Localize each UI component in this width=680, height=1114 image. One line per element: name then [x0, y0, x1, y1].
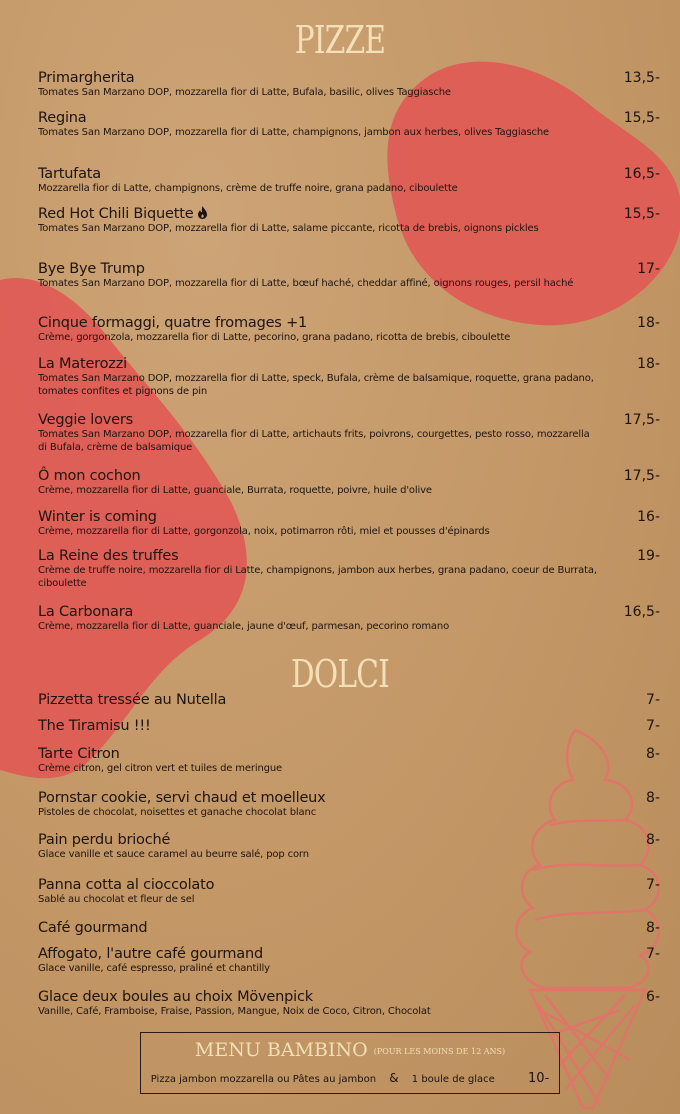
item-name-text: Regina [38, 110, 87, 126]
item-price: 15,5- [623, 206, 660, 222]
item-name [38, 989, 668, 1006]
item-name [38, 832, 668, 849]
item-name [38, 166, 668, 183]
item-name [38, 356, 668, 373]
pizze-item [38, 509, 668, 539]
pizze-item [38, 206, 668, 236]
item-description: Crème citron, gel citron vert et tuiles de meringue [38, 763, 283, 774]
dolci-title: DOLCI [290, 652, 390, 696]
item-name-text: La Materozzi [38, 356, 127, 372]
item-name-text: Cinque formaggi, quatre fromages +1 [38, 315, 308, 331]
item-description: Tomates San Marzano DOP, mozzarella fior di Latte, speck, Bufala, crème de balsamique, roquette, grana padano, tomates confites et pignons de pin [38, 373, 594, 397]
dolci-item [38, 989, 668, 1019]
item-name [38, 920, 668, 937]
item-description: Crème, mozzarella fior di Latte, guanciale, jaune d'œuf, parmesan, pecorino romano [38, 621, 450, 632]
pizze-item [38, 315, 668, 345]
item-name-text: Tarte Citron [38, 746, 120, 762]
menu-bambino-box [140, 1032, 560, 1094]
item-description: Glace vanille et sauce caramel au beurre salé, pop corn [38, 849, 309, 860]
item-name-text: Winter is coming [38, 509, 157, 525]
dolci-item [38, 718, 668, 735]
item-name-text: Pizzetta tressée au Nutella [38, 692, 227, 708]
item-description: Tomates San Marzano DOP, mozzarella fior di Latte, bœuf haché, cheddar affiné, oignons rouges, persil haché [38, 278, 574, 289]
item-description: Tomates San Marzano DOP, mozzarella fior di Latte, salame piccante, ricotta de brebis, oignons pickles [38, 223, 539, 234]
item-name-text: Affogato, l'autre café gourmand [38, 946, 263, 962]
item-price: 13,5- [623, 70, 660, 86]
dolci-item [38, 877, 668, 907]
item-description: Crème, mozzarella fior di Latte, gorgonzola, noix, potimarron rôti, miel et pousses d'épinards [38, 526, 490, 537]
item-name-text: Red Hot Chili Biquette [38, 206, 194, 222]
bambino-subtitle: (POUR LES MOINS DE 12 ANS) [373, 1046, 506, 1056]
item-price: 17,5- [623, 412, 660, 428]
item-price: 8- [646, 790, 660, 806]
item-description: Glace vanille, café espresso, praliné et chantilly [38, 963, 270, 974]
item-name-text: La Carbonara [38, 604, 134, 620]
item-name-text: La Reine des truffes [38, 548, 179, 564]
item-price: 19- [637, 548, 660, 564]
dolci-item [38, 790, 668, 820]
pizze-item [38, 356, 668, 398]
bambino-extra: 1 boule de glace [411, 1074, 495, 1085]
item-price: 16,5- [623, 604, 660, 620]
item-name-text: The Tiramisu !!! [38, 718, 151, 734]
item-price: 15,5- [623, 110, 660, 126]
item-price: 18- [637, 356, 660, 372]
item-description: Crème de truffe noire, mozzarella fior di Latte, champignons, jambon aux herbes, grana padano, coeur de Burrata, ciboulette [38, 565, 597, 589]
item-name [38, 70, 668, 87]
item-name-text: Café gourmand [38, 920, 148, 936]
pizze-item [38, 70, 668, 100]
item-price: 7- [646, 692, 660, 708]
bambino-title-row [141, 1039, 559, 1061]
pizze-item [38, 412, 668, 454]
item-price: 17,5- [623, 468, 660, 484]
dolci-item [38, 832, 668, 862]
item-name-text: Panna cotta al cioccolato [38, 877, 215, 893]
item-description: Tomates San Marzano DOP, mozzarella fior di Latte, artichauts frits, poivrons, courgettes, pesto rosso, mozzarella di Bufala, crème de balsamique [38, 429, 590, 453]
item-name [38, 315, 668, 332]
fire-icon [197, 207, 208, 221]
item-name-text: Ô mon cochon [38, 468, 141, 484]
item-price: 16,5- [623, 166, 660, 182]
item-name-text: Pain perdu brioché [38, 832, 171, 848]
item-description: Mozzarella fior di Latte, champignons, crème de truffe noire, grana padano, ciboulette [38, 183, 458, 194]
item-name [38, 206, 668, 223]
item-name [38, 746, 668, 763]
bambino-title: MENU BAMBINO [194, 1039, 368, 1061]
pizze-item [38, 468, 668, 498]
item-name [38, 548, 668, 565]
item-name [38, 718, 668, 735]
item-description: Tomates San Marzano DOP, mozzarella fior di Latte, Bufala, basilic, olives Taggiasche [38, 87, 451, 98]
dolci-item [38, 746, 668, 776]
item-price: 16- [637, 509, 660, 525]
pizze-item [38, 261, 668, 291]
item-price: 18- [637, 315, 660, 331]
item-price: 6- [646, 989, 660, 1005]
item-name [38, 946, 668, 963]
bambino-line [141, 1071, 559, 1086]
item-name [38, 877, 668, 894]
dolci-item [38, 692, 668, 709]
item-price: 7- [646, 718, 660, 734]
dolci-item [38, 920, 668, 937]
item-description: Tomates San Marzano DOP, mozzarella fior di Latte, champignons, jambon aux herbes, olives Taggiasche [38, 127, 550, 138]
bambino-price: 10- [528, 1071, 550, 1086]
item-price: 17- [637, 261, 660, 277]
item-name [38, 412, 668, 429]
pizze-item [38, 166, 668, 196]
item-price: 7- [646, 877, 660, 893]
item-name-text: Pornstar cookie, servi chaud et moelleux [38, 790, 326, 806]
item-description: Sablé au chocolat et fleur de sel [38, 894, 195, 905]
item-name [38, 604, 668, 621]
bambino-option: Pizza jambon mozzarella ou Pâtes au jambon [150, 1074, 377, 1085]
item-name [38, 110, 668, 127]
item-name [38, 692, 668, 709]
item-name [38, 790, 668, 807]
item-name [38, 509, 668, 526]
pizze-title: PIZZE [294, 18, 386, 62]
item-description: Crème, gorgonzola, mozzarella fior di Latte, pecorino, grana padano, ricotta de brebis, ciboulette [38, 332, 511, 343]
dolci-item [38, 946, 668, 976]
item-name-text: Bye Bye Trump [38, 261, 145, 277]
item-description: Vanille, Café, Framboise, Fraise, Passion, Mangue, Noix de Coco, Citron, Chocolat [38, 1006, 431, 1017]
bambino-ampersand: & [389, 1071, 399, 1085]
item-name-text: Glace deux boules au choix Mövenpick [38, 989, 313, 1005]
item-price: 8- [646, 920, 660, 936]
pizze-item [38, 604, 668, 634]
item-price: 8- [646, 746, 660, 762]
item-name [38, 261, 668, 278]
item-price: 7- [646, 946, 660, 962]
item-name-text: Veggie lovers [38, 412, 133, 428]
item-description: Crème, mozzarella fior di Latte, guanciale, Burrata, roquette, poivre, huile d'olive [38, 485, 432, 496]
item-price: 8- [646, 832, 660, 848]
item-name [38, 468, 668, 485]
item-name-text: Primargherita [38, 70, 135, 86]
pizze-item [38, 110, 668, 140]
pizze-item [38, 548, 668, 590]
item-name-text: Tartufata [38, 166, 101, 182]
item-description: Pistoles de chocolat, noisettes et ganache chocolat blanc [38, 807, 317, 818]
